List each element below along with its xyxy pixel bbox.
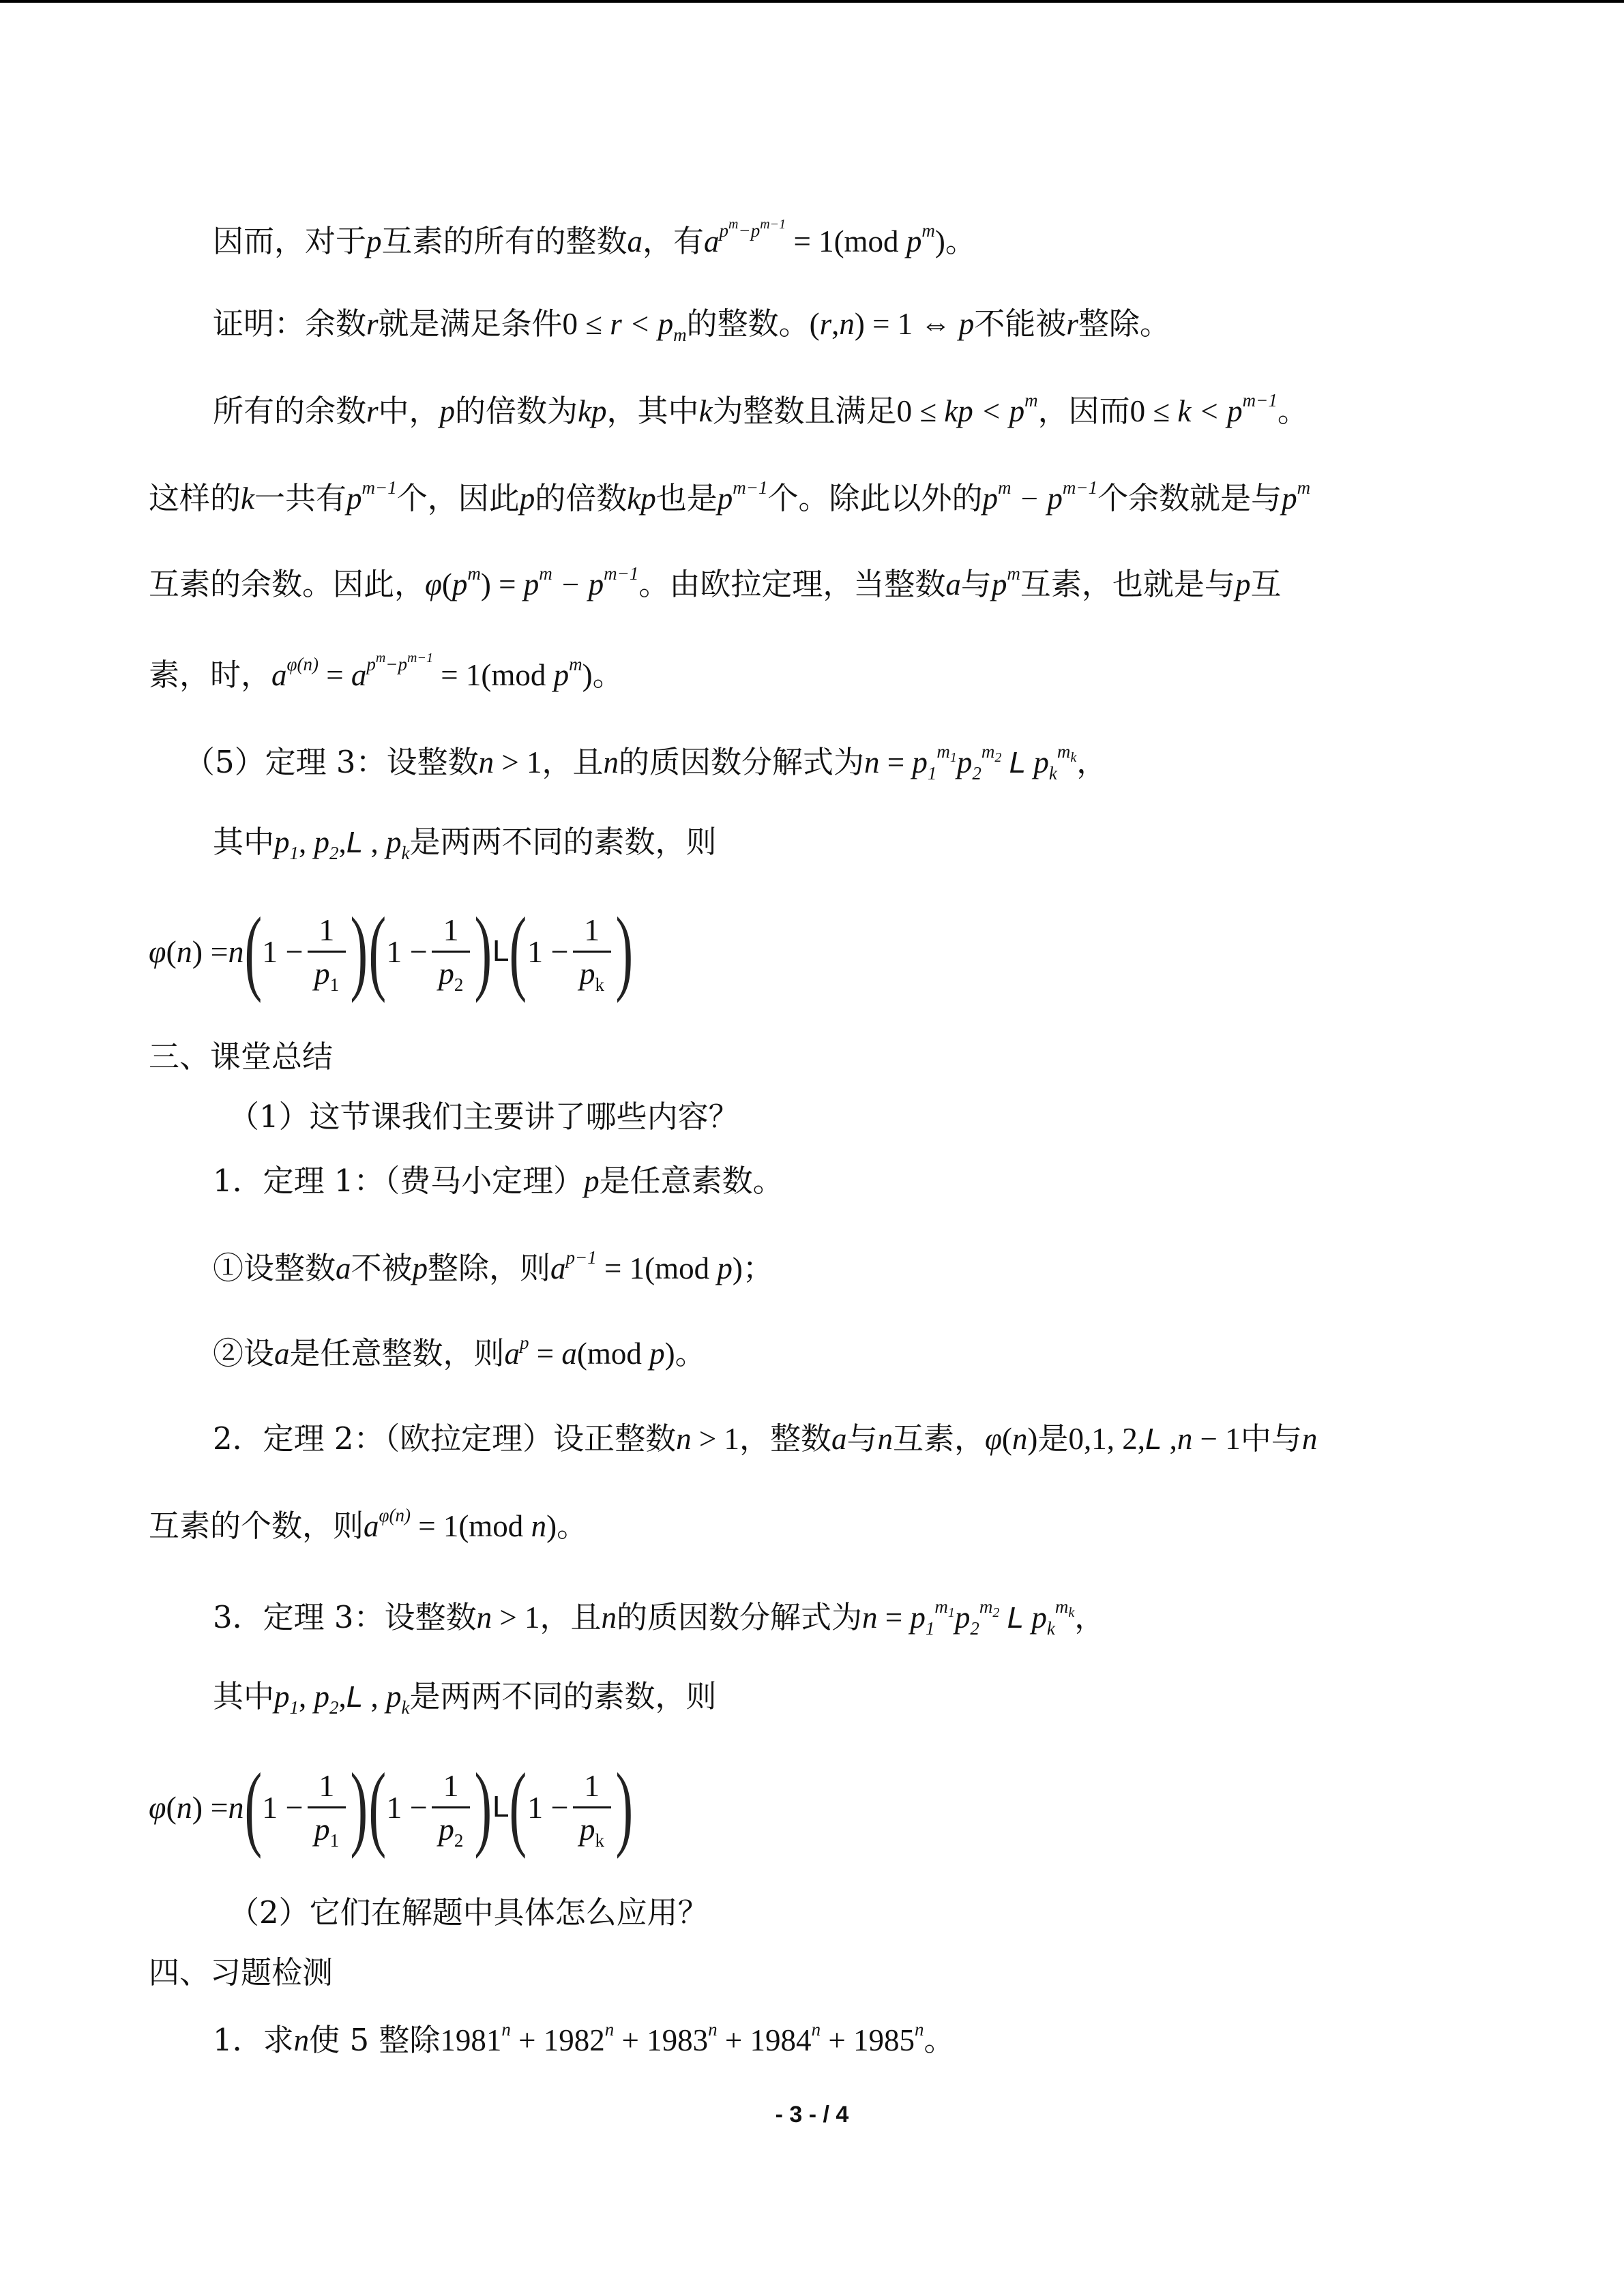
text-line-theorem3-summary: 3．定理 3：设整数n > 1，且n的质因数分解式为$n = p_1^{m_1}p_2^{m_2}$ L $p_k^{m_k}$， (213, 1596, 1106, 1639)
text-line-exercise-1: 1．求n使 5 整除$1981^n + 1982^n + 1983^n + 1984^n + 1985^n$。 (213, 2019, 955, 2058)
text-line-conclusion: 因而，对于p互素的所有的整数a，有$a^{p^m-p^{m-1}} = 1(mod$ $p^m$)。 (213, 217, 976, 259)
text-line-proof: 证明：余数r就是满足条件$0 \le r < p_m$的整数。(r,n) = 1 ⇔ p不能被r整除。 (213, 305, 1170, 345)
text-line-count: 这样的k一共有$p^{m-1}$个，因此p的倍数kp也是$p^{m-1}$个。除此以外的$p^m - p^{m-1}$个余数就是与$p^m$ (149, 477, 1311, 516)
formula-phi-product-1: φ ( n ) = n ( 1 − $\frac{1}{p_1}$ ) ( 1 − $\frac{1}{p_2}$ ) L ( 1 − $\frac{1}{p_k}$ ) (149, 898, 634, 1004)
page-top-border (0, 0, 1624, 3)
section-heading-exercises: 四、习题检测 (149, 1954, 334, 1991)
text-line-theorem1: 1．定理 1：（费马小定理）p是任意素数。 (213, 1163, 784, 1199)
text-line-question-1: （1）这节课我们主要讲了哪些内容？ (228, 1099, 739, 1135)
text-line-fermat-2: ②设a是任意整数，则$a^p = a(mod$ p)。 (213, 1332, 706, 1371)
text-line-euler-result: 素，时，$a^{\varphi(n)} = a^{p^m-p^{m-1}} = 1(mod$ $p^m$)。 (149, 651, 623, 693)
text-line-fermat-1: ①设整数a不被p整除，则$a^{p-1} = 1(mod$ p)； (213, 1247, 773, 1286)
text-line-remainders: 所有的余数r中，p的倍数为kp，其中k为整数且满足0 ≤ kp < $p^m$，因而$0 \le k < p^{m-1}$。 (213, 390, 1308, 429)
text-line-euler: 互素的个数，则$a^{\varphi(n)} = 1(mod$ n)。 (149, 1505, 588, 1544)
formula-phi-product-2: φ ( n ) = n ( 1 − $\frac{1}{p_1}$ ) ( 1 − $\frac{1}{p_2}$ ) L ( 1 − $\frac{1}{p_k}$ ) (149, 1754, 634, 1860)
text-line-question-2: （2）它们在解题中具体怎么应用？ (228, 1894, 709, 1930)
text-line-theorem2: 2．定理 2：（欧拉定理）设正整数n > 1，整数a与n互素，φ(n)是0,1, 2,L ,n − 1中与n (213, 1420, 1318, 1457)
text-line-primes-summary: 其中$p_1$, $p_2,L$ , $p_k$是两两不同的素数，则 (213, 1678, 717, 1718)
formula-congruence-pm: $a^{p^m-p^{m-1}} = 1(mod$ $p^m$) (704, 217, 945, 258)
text-line-phi: 互素的余数。因此，$\varphi(p^m) = p^m - p^{m-1}$。由欧拉定理，当整数a与$p^m$互素，也就是与p互 (149, 563, 1282, 602)
page-number: - 3 - / 4 (775, 2102, 849, 2128)
text-line-theorem3: （5）定理 3：设整数n > 1，且n的质因数分解式为$n = p_1^{m_1}p_2^{m_2}$ L $p_k^{m_k}$， (184, 741, 1108, 784)
section-heading-summary: 三、课堂总结 (149, 1039, 334, 1075)
text-line-primes: 其中$p_1$, $p_2,L$ , $p_k$是两两不同的素数，则 (213, 824, 717, 863)
